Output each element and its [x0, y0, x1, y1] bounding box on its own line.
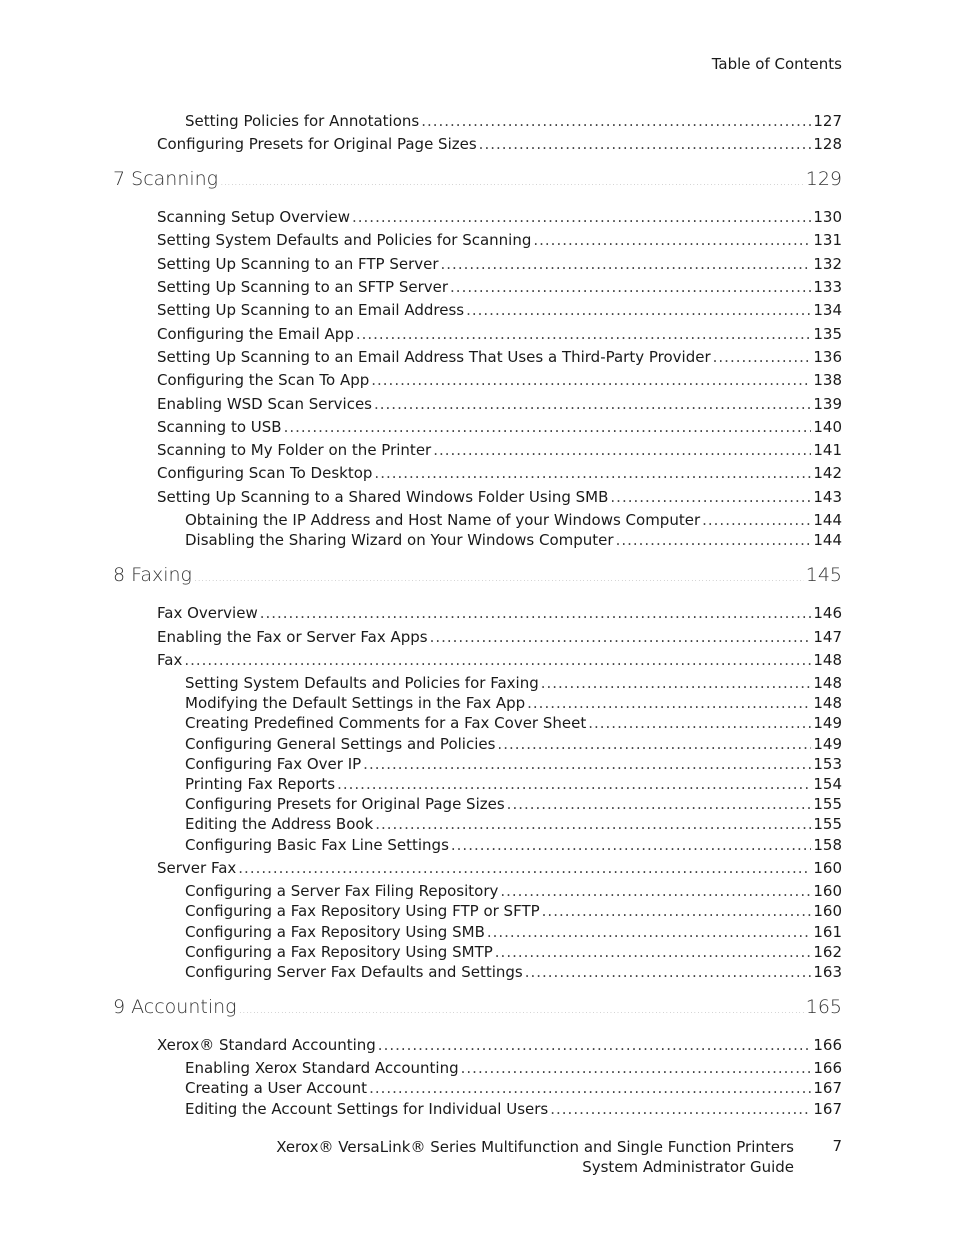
toc-entry[interactable] — [185, 815, 842, 833]
toc-entry-page: 148 — [813, 694, 842, 712]
toc-entry[interactable] — [157, 395, 842, 413]
dot-leader — [450, 278, 811, 296]
toc-entry-page: 148 — [813, 651, 842, 669]
dot-leader — [533, 231, 811, 249]
dot-leader — [260, 604, 812, 622]
toc-chapter-entry[interactable] — [113, 996, 842, 1018]
toc-entry-page: 135 — [813, 325, 842, 343]
toc-entry-page: 160 — [813, 902, 842, 920]
dot-leader — [239, 1003, 804, 1016]
toc-entry[interactable] — [185, 795, 842, 813]
toc-entry[interactable] — [157, 278, 842, 296]
dot-leader — [487, 923, 812, 941]
toc-entry[interactable] — [185, 963, 842, 981]
footer-guide-title: System Administrator Guide — [582, 1158, 794, 1176]
toc-entry-title: Scanning Setup Overview — [157, 208, 350, 226]
toc-entry[interactable] — [185, 112, 842, 130]
toc-entry[interactable] — [185, 511, 842, 529]
toc-entry-page: 133 — [813, 278, 842, 296]
toc-entry[interactable] — [185, 735, 842, 753]
toc-entry[interactable] — [157, 488, 842, 506]
toc-entry-page: 149 — [813, 735, 842, 753]
toc-chapter-entry[interactable] — [113, 168, 842, 190]
toc-entry[interactable] — [157, 255, 842, 273]
footer-product-line: Xerox® VersaLink® Series Multifunction and Single Function Printers — [276, 1138, 794, 1156]
toc-entry-title: Setting Policies for Annotations — [185, 112, 420, 130]
toc-entry-title: Setting Up Scanning to an Email Address — [157, 301, 465, 319]
toc-entry[interactable] — [157, 135, 842, 153]
dot-leader — [363, 755, 811, 773]
toc-entry-title: Editing the Account Settings for Individual Users — [185, 1100, 549, 1118]
dot-leader — [588, 714, 811, 732]
toc-entry-title: Configuring the Scan To App — [157, 371, 370, 389]
toc-entry-page: 130 — [813, 208, 842, 226]
toc-entry-title: Configuring a Fax Repository Using SMB — [185, 923, 485, 941]
toc-entry[interactable] — [185, 694, 842, 712]
toc-entry-title: Configuring Presets for Original Page Sizes — [157, 135, 477, 153]
toc-entry-title: Configuring General Settings and Policies — [185, 735, 496, 753]
dot-leader — [430, 628, 812, 646]
dot-leader — [507, 795, 812, 813]
toc-entry-page: 155 — [813, 795, 842, 813]
toc-entry-title: Configuring Server Fax Defaults and Settings — [185, 963, 523, 981]
toc-entry-title: Configuring Scan To Desktop — [157, 464, 373, 482]
toc-entry[interactable] — [185, 943, 842, 961]
dot-leader — [525, 963, 812, 981]
toc-entry-page: 142 — [813, 464, 842, 482]
toc-entry-title: Obtaining the IP Address and Host Name of your Windows Computer — [185, 511, 701, 529]
toc-entry-title: 8 Faxing — [113, 564, 192, 586]
toc-entry-title: Scanning to USB — [157, 418, 282, 436]
running-header: Table of Contents — [711, 55, 842, 73]
toc-entry-page: 155 — [813, 815, 842, 833]
toc-entry-title: Enabling the Fax or Server Fax Apps — [157, 628, 428, 646]
toc-entry-title: Configuring a Server Fax Filing Repository — [185, 882, 499, 900]
dot-leader — [542, 902, 812, 920]
toc-entry-page: 167 — [813, 1079, 842, 1097]
page-number: 7 — [832, 1137, 842, 1155]
toc-entry[interactable] — [157, 231, 842, 249]
toc-entry-title: 7 Scanning — [113, 168, 219, 190]
toc-entry-title: Setting System Defaults and Policies for Faxing — [185, 674, 539, 692]
toc-entry-title: Creating Predefined Comments for a Fax Cover Sheet — [185, 714, 587, 732]
dot-leader — [495, 943, 812, 961]
toc-entry-title: Editing the Address Book — [185, 815, 374, 833]
dot-leader — [184, 651, 811, 669]
dot-leader — [541, 674, 812, 692]
toc-chapter-entry[interactable] — [113, 564, 842, 586]
toc-entry-page: 127 — [813, 112, 842, 130]
toc-entry-page: 148 — [813, 674, 842, 692]
toc-entry-page: 129 — [805, 168, 842, 190]
toc-entry[interactable] — [157, 325, 842, 343]
toc-entry-title: Setting Up Scanning to a Shared Windows Folder Using SMB — [157, 488, 609, 506]
toc-entry[interactable] — [157, 1036, 842, 1054]
toc-entry-title: Creating a User Account — [185, 1079, 368, 1097]
toc-entry[interactable] — [185, 775, 842, 793]
toc-entry-title: 9 Accounting — [113, 996, 237, 1018]
toc-entry-page: 158 — [813, 836, 842, 854]
toc-entry[interactable] — [157, 371, 842, 389]
dot-leader — [337, 775, 811, 793]
dot-leader — [371, 371, 811, 389]
toc-entry-title: Xerox® Standard Accounting — [157, 1036, 376, 1054]
dot-leader — [194, 571, 804, 584]
dot-leader — [610, 488, 811, 506]
toc-entry-title: Disabling the Sharing Wizard on Your Windows Computer — [185, 531, 614, 549]
toc-entry-page: 132 — [813, 255, 842, 273]
toc-entry-page: 143 — [813, 488, 842, 506]
toc-entry-page: 153 — [813, 755, 842, 773]
toc-entry-page: 144 — [813, 531, 842, 549]
toc-entry[interactable] — [185, 882, 842, 900]
toc-entry[interactable] — [185, 836, 842, 854]
dot-leader — [497, 735, 811, 753]
toc-entry[interactable] — [185, 1100, 842, 1118]
footer — [276, 1137, 794, 1177]
dot-leader — [284, 418, 812, 436]
dot-leader — [500, 882, 811, 900]
toc-entry[interactable] — [185, 1079, 842, 1097]
toc-entry-page: 166 — [813, 1059, 842, 1077]
toc-entry-title: Configuring a Fax Repository Using SMTP — [185, 943, 493, 961]
toc-entry-title: Modifying the Default Settings in the Fax App — [185, 694, 526, 712]
dot-leader — [713, 348, 812, 366]
toc-entry[interactable] — [157, 441, 842, 459]
toc-entry-page: 140 — [813, 418, 842, 436]
toc-entry[interactable] — [157, 464, 842, 482]
toc-entry-page: 136 — [813, 348, 842, 366]
dot-leader — [702, 511, 811, 529]
toc-entry[interactable] — [157, 628, 842, 646]
toc-entry-page: 165 — [805, 996, 842, 1018]
toc-entry-page: 146 — [813, 604, 842, 622]
toc-entry-title: Configuring the Email App — [157, 325, 354, 343]
dot-leader — [461, 1059, 812, 1077]
toc-entry-page: 149 — [813, 714, 842, 732]
dot-leader — [466, 301, 811, 319]
toc-entry-page: 145 — [805, 564, 842, 586]
dot-leader — [356, 325, 812, 343]
toc-entry[interactable] — [157, 604, 842, 622]
toc-entry-page: 160 — [813, 859, 842, 877]
dot-leader — [369, 1079, 811, 1097]
toc-entry-page: 154 — [813, 775, 842, 793]
dot-leader — [374, 395, 811, 413]
toc-entry-page: 167 — [813, 1100, 842, 1118]
toc-entry-title: Configuring a Fax Repository Using FTP or SFTP — [185, 902, 540, 920]
dot-leader — [441, 255, 812, 273]
toc-entry-page: 139 — [813, 395, 842, 413]
toc-entry-title: Setting Up Scanning to an FTP Server — [157, 255, 439, 273]
toc-entry[interactable] — [157, 208, 842, 226]
dot-leader — [238, 859, 811, 877]
dot-leader — [451, 836, 811, 854]
toc-entry[interactable] — [185, 531, 842, 549]
dot-leader — [220, 175, 804, 188]
dot-leader — [433, 441, 811, 459]
toc-entry-page: 138 — [813, 371, 842, 389]
dot-leader — [352, 208, 811, 226]
toc-entry[interactable] — [185, 674, 842, 692]
dot-leader — [479, 135, 812, 153]
toc-entry[interactable] — [185, 923, 842, 941]
toc-entry-page: 134 — [813, 301, 842, 319]
toc-entry-page: 166 — [813, 1036, 842, 1054]
dot-leader — [378, 1036, 812, 1054]
toc-entry-page: 163 — [813, 963, 842, 981]
toc-entry[interactable] — [185, 755, 842, 773]
toc-entry-page: 131 — [813, 231, 842, 249]
toc-entry[interactable] — [185, 902, 842, 920]
toc-entry[interactable] — [157, 651, 842, 669]
dot-leader — [527, 694, 811, 712]
toc-entry-title: Configuring Fax Over IP — [185, 755, 362, 773]
toc-entry-title: Enabling Xerox Standard Accounting — [185, 1059, 459, 1077]
toc-entry[interactable] — [157, 301, 842, 319]
toc-entry-title: Enabling WSD Scan Services — [157, 395, 372, 413]
toc-entry-title: Server Fax — [157, 859, 237, 877]
dot-leader — [375, 815, 811, 833]
toc-entry-title: Configuring Basic Fax Line Settings — [185, 836, 449, 854]
toc-entry-title: Printing Fax Reports — [185, 775, 336, 793]
toc-entry[interactable] — [185, 714, 842, 732]
dot-leader — [550, 1100, 811, 1118]
toc-entry-title: Setting System Defaults and Policies for Scanning — [157, 231, 532, 249]
toc-entry[interactable] — [157, 859, 842, 877]
toc-entry-title: Fax Overview — [157, 604, 258, 622]
toc-entry-page: 161 — [813, 923, 842, 941]
toc-entry-page: 128 — [813, 135, 842, 153]
toc-entry-title: Setting Up Scanning to an SFTP Server — [157, 278, 449, 296]
toc-entry[interactable] — [157, 348, 842, 366]
toc-entry-title: Fax — [157, 651, 183, 669]
toc-entry-page: 147 — [813, 628, 842, 646]
dot-leader — [421, 112, 811, 130]
dot-leader — [374, 464, 811, 482]
toc-entry-title: Scanning to My Folder on the Printer — [157, 441, 432, 459]
toc-entry-page: 162 — [813, 943, 842, 961]
toc-entry-page: 160 — [813, 882, 842, 900]
toc-entry-page: 141 — [813, 441, 842, 459]
toc-entry-page: 144 — [813, 511, 842, 529]
toc-entry[interactable] — [185, 1059, 842, 1077]
toc-entry-title: Setting Up Scanning to an Email Address That Uses a Third-Party Provider — [157, 348, 711, 366]
dot-leader — [616, 531, 812, 549]
toc-entry-title: Configuring Presets for Original Page Sizes — [185, 795, 505, 813]
toc-entry[interactable] — [157, 418, 842, 436]
